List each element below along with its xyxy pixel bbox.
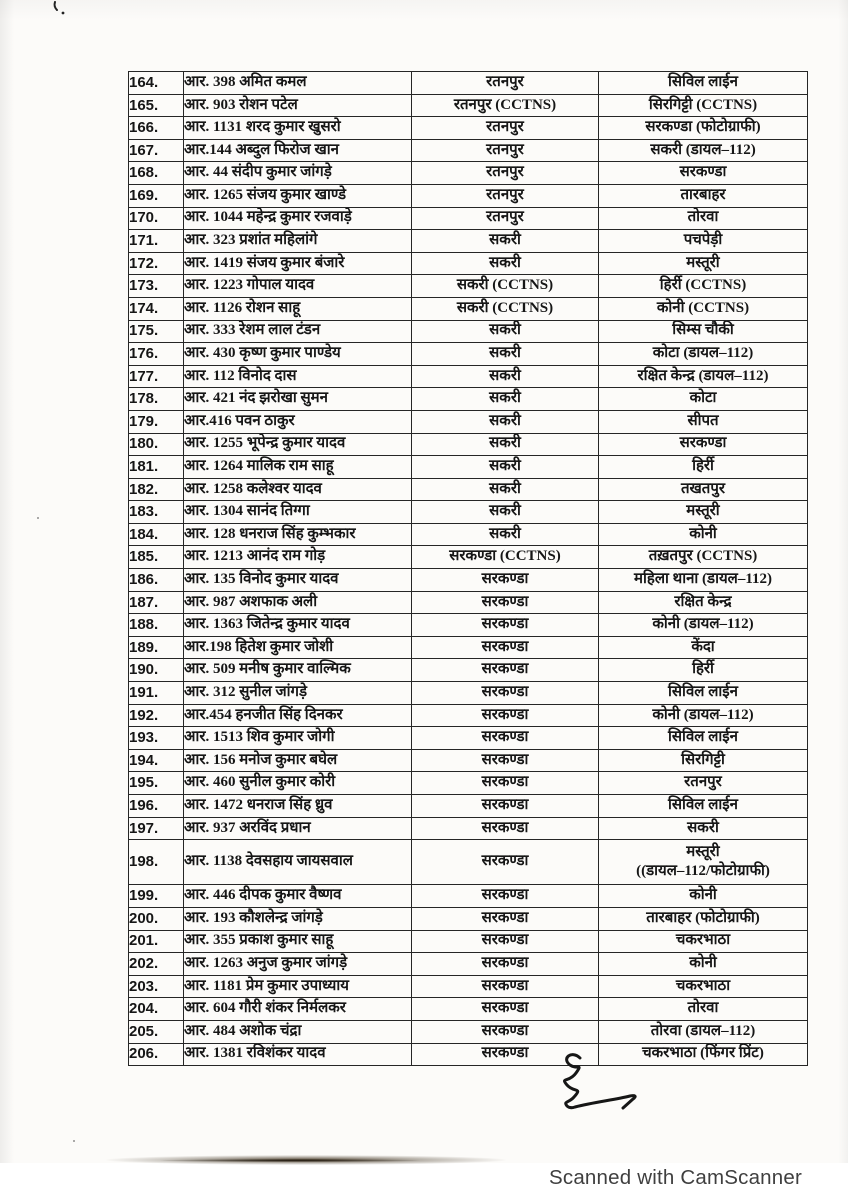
row-posting: रतनपुर bbox=[412, 139, 599, 162]
row-posting: सरकण्डा bbox=[412, 817, 599, 840]
row-serial: 167. bbox=[129, 139, 184, 162]
row-serial: 175. bbox=[129, 320, 184, 343]
row-serial: 190. bbox=[129, 659, 184, 682]
row-name: आर. 112 विनोद दास bbox=[184, 365, 412, 388]
dust-speck bbox=[73, 1140, 75, 1142]
row-name: आर.144 अब्दुल फिरोज खान bbox=[184, 139, 412, 162]
table-row bbox=[129, 569, 808, 592]
row-name: आर. 1255 भूपेन्द्र कुमार यादव bbox=[184, 433, 412, 456]
row-serial: 199. bbox=[129, 885, 184, 908]
row-location: सिविल लाईन bbox=[599, 795, 808, 818]
table-row bbox=[129, 749, 808, 772]
row-posting: सरकण्डा bbox=[412, 930, 599, 953]
row-name: आर. 604 गौरी शंकर निर्मलकर bbox=[184, 998, 412, 1021]
row-name: आर. 484 अशोक चंद्रा bbox=[184, 1020, 412, 1043]
row-serial: 183. bbox=[129, 501, 184, 524]
row-name: आर. 421 नंद झरोखा सुमन bbox=[184, 388, 412, 411]
row-location: तोरवा bbox=[599, 998, 808, 1021]
row-serial: 172. bbox=[129, 252, 184, 275]
table-row bbox=[129, 275, 808, 298]
row-posting: सरकण्डा bbox=[412, 659, 599, 682]
row-name: आर. 1472 धनराज सिंह ध्रुव bbox=[184, 795, 412, 818]
table-row bbox=[129, 230, 808, 253]
row-serial: 192. bbox=[129, 704, 184, 727]
row-serial: 181. bbox=[129, 456, 184, 479]
row-serial: 186. bbox=[129, 569, 184, 592]
row-serial: 173. bbox=[129, 275, 184, 298]
row-posting: सरकण्डा (CCTNS) bbox=[412, 546, 599, 569]
row-name: आर. 156 मनोज कुमार बघेल bbox=[184, 749, 412, 772]
table-row bbox=[129, 953, 808, 976]
row-posting: सकरी bbox=[412, 343, 599, 366]
row-name: आर. 1138 देवसहाय जायसवाल bbox=[184, 840, 412, 885]
row-location: सरकण्डा bbox=[599, 162, 808, 185]
row-location: कोनी bbox=[599, 523, 808, 546]
row-posting: सरकण्डा bbox=[412, 614, 599, 637]
row-location: मस्तूरी ((डायल–112/फोटोग्राफी) bbox=[599, 840, 808, 885]
row-serial: 196. bbox=[129, 795, 184, 818]
table-row bbox=[129, 433, 808, 456]
row-name: आर. 1126 रोशन साहू bbox=[184, 297, 412, 320]
table-row bbox=[129, 772, 808, 795]
row-serial: 170. bbox=[129, 207, 184, 230]
row-location: सिविल लाईन bbox=[599, 72, 808, 95]
row-name: आर. 987 अशफाक अली bbox=[184, 591, 412, 614]
table-row bbox=[129, 388, 808, 411]
row-serial: 195. bbox=[129, 772, 184, 795]
row-serial: 168. bbox=[129, 162, 184, 185]
row-posting: सरकण्डा bbox=[412, 749, 599, 772]
row-name: आर. 430 कृष्ण कुमार पाण्डेय bbox=[184, 343, 412, 366]
row-posting: सरकण्डा bbox=[412, 727, 599, 750]
row-name: आर. 193 कौशलेन्द्र जांगड़े bbox=[184, 907, 412, 930]
table-row bbox=[129, 907, 808, 930]
row-posting: सकरी bbox=[412, 320, 599, 343]
row-location: कोटा (डायल–112) bbox=[599, 343, 808, 366]
row-serial: 176. bbox=[129, 343, 184, 366]
row-location: सीपत bbox=[599, 410, 808, 433]
row-location: तख़तपुर (CCTNS) bbox=[599, 546, 808, 569]
row-serial: 191. bbox=[129, 682, 184, 705]
row-serial: 182. bbox=[129, 478, 184, 501]
table-row bbox=[129, 840, 808, 885]
row-location: तोरवा (डायल–112) bbox=[599, 1020, 808, 1043]
row-location: सिविल लाईन bbox=[599, 727, 808, 750]
row-posting: रतनपुर bbox=[412, 184, 599, 207]
row-posting: सरकण्डा bbox=[412, 907, 599, 930]
row-posting: सकरी bbox=[412, 388, 599, 411]
row-location: केंदा bbox=[599, 636, 808, 659]
row-serial: 179. bbox=[129, 410, 184, 433]
signature-mark bbox=[534, 1052, 652, 1124]
camscanner-watermark: Scanned with CamScanner bbox=[549, 1166, 803, 1189]
row-serial: 187. bbox=[129, 591, 184, 614]
table-row bbox=[129, 1020, 808, 1043]
table-row bbox=[129, 207, 808, 230]
row-name: आर. 323 प्रशांत महिलांगे bbox=[184, 230, 412, 253]
row-name: आर. 44 संदीप कुमार जांगड़े bbox=[184, 162, 412, 185]
row-location: रक्षित केन्द्र (डायल–112) bbox=[599, 365, 808, 388]
table-row bbox=[129, 885, 808, 908]
row-serial: 205. bbox=[129, 1020, 184, 1043]
row-location: कोनी (डायल–112) bbox=[599, 614, 808, 637]
row-posting: सरकण्डा bbox=[412, 682, 599, 705]
personnel-table bbox=[128, 71, 808, 1066]
table-row bbox=[129, 478, 808, 501]
table-row bbox=[129, 795, 808, 818]
row-posting: सरकण्डा bbox=[412, 591, 599, 614]
table-row bbox=[129, 930, 808, 953]
row-name: आर. 312 सुनील जांगड़े bbox=[184, 682, 412, 705]
row-location: कोनी (CCTNS) bbox=[599, 297, 808, 320]
row-serial: 203. bbox=[129, 975, 184, 998]
row-posting: सरकण्डा bbox=[412, 795, 599, 818]
row-location: कोटा bbox=[599, 388, 808, 411]
row-name: आर. 1513 शिव कुमार जोगी bbox=[184, 727, 412, 750]
row-posting: सकरी bbox=[412, 523, 599, 546]
row-location: सिरगिट्टी (CCTNS) bbox=[599, 94, 808, 117]
row-location: हिर्री bbox=[599, 659, 808, 682]
row-location: मस्तूरी bbox=[599, 252, 808, 275]
row-serial: 194. bbox=[129, 749, 184, 772]
row-serial: 174. bbox=[129, 297, 184, 320]
row-location: सरकण्डा bbox=[599, 433, 808, 456]
row-location: सिविल लाईन bbox=[599, 682, 808, 705]
row-location: सिम्स चौकी bbox=[599, 320, 808, 343]
table-row bbox=[129, 659, 808, 682]
row-location: मस्तूरी bbox=[599, 501, 808, 524]
row-posting: सकरी bbox=[412, 478, 599, 501]
row-posting: सकरी bbox=[412, 365, 599, 388]
row-serial: 184. bbox=[129, 523, 184, 546]
row-location: पचपेड़ी bbox=[599, 230, 808, 253]
row-posting: सरकण्डा bbox=[412, 975, 599, 998]
row-location: रक्षित केन्द्र bbox=[599, 591, 808, 614]
row-name: आर. 398 अमित कमल bbox=[184, 72, 412, 95]
row-serial: 202. bbox=[129, 953, 184, 976]
row-serial: 206. bbox=[129, 1043, 184, 1066]
table-row bbox=[129, 162, 808, 185]
row-serial: 198. bbox=[129, 840, 184, 885]
row-serial: 200. bbox=[129, 907, 184, 930]
row-posting: सरकण्डा bbox=[412, 772, 599, 795]
row-posting: रतनपुर bbox=[412, 117, 599, 140]
row-posting: रतनपुर bbox=[412, 162, 599, 185]
row-location: चकरभाठा (फिंगर प्रिंट) bbox=[599, 1043, 808, 1066]
row-posting: सकरी bbox=[412, 410, 599, 433]
table-row bbox=[129, 591, 808, 614]
table-row bbox=[129, 252, 808, 275]
row-location: हिर्री (CCTNS) bbox=[599, 275, 808, 298]
row-posting: रतनपुर (CCTNS) bbox=[412, 94, 599, 117]
row-name: आर. 937 अरविंद प्रधान bbox=[184, 817, 412, 840]
table-row bbox=[129, 94, 808, 117]
row-name: आर. 1363 जितेन्द्र कुमार यादव bbox=[184, 614, 412, 637]
row-location: सकरी bbox=[599, 817, 808, 840]
row-name: आर. 509 मनीष कुमार वाल्मिक bbox=[184, 659, 412, 682]
row-name: आर. 1304 सानंद तिग्गा bbox=[184, 501, 412, 524]
row-name: आर. 355 प्रकाश कुमार साहू bbox=[184, 930, 412, 953]
row-location: तारबाहर bbox=[599, 184, 808, 207]
row-posting: सरकण्डा bbox=[412, 1043, 599, 1066]
table-row bbox=[129, 727, 808, 750]
row-serial: 171. bbox=[129, 230, 184, 253]
row-posting: सकरी bbox=[412, 433, 599, 456]
row-posting: सरकण्डा bbox=[412, 1020, 599, 1043]
table-row bbox=[129, 975, 808, 998]
table-row bbox=[129, 184, 808, 207]
table-row bbox=[129, 501, 808, 524]
dust-speck bbox=[37, 517, 39, 519]
row-name: आर. 1264 मालिक राम साहू bbox=[184, 456, 412, 479]
row-location: कोनी bbox=[599, 953, 808, 976]
row-serial: 169. bbox=[129, 184, 184, 207]
row-name: आर. 1223 गोपाल यादव bbox=[184, 275, 412, 298]
table-row bbox=[129, 410, 808, 433]
row-location: रतनपुर bbox=[599, 772, 808, 795]
row-name: आर. 1381 रविशंकर यादव bbox=[184, 1043, 412, 1066]
table-row bbox=[129, 117, 808, 140]
row-posting: सरकण्डा bbox=[412, 704, 599, 727]
row-name: आर. 460 सुनील कुमार कोरी bbox=[184, 772, 412, 795]
table-row bbox=[129, 614, 808, 637]
row-name: आर. 1213 आनंद राम गोड़ bbox=[184, 546, 412, 569]
table-row bbox=[129, 456, 808, 479]
row-posting: सकरी (CCTNS) bbox=[412, 297, 599, 320]
row-name: आर. 128 धनराज सिंह कुम्भकार bbox=[184, 523, 412, 546]
table-row bbox=[129, 682, 808, 705]
row-location: हिर्री bbox=[599, 456, 808, 479]
row-posting: सकरी bbox=[412, 501, 599, 524]
row-serial: 185. bbox=[129, 546, 184, 569]
row-location: चकरभाठा bbox=[599, 975, 808, 998]
row-location: तोरवा bbox=[599, 207, 808, 230]
row-name: आर. 135 विनोद कुमार यादव bbox=[184, 569, 412, 592]
table-row bbox=[129, 320, 808, 343]
row-posting: सरकण्डा bbox=[412, 885, 599, 908]
row-location: चकरभाठा bbox=[599, 930, 808, 953]
table-row bbox=[129, 636, 808, 659]
table-row bbox=[129, 704, 808, 727]
table-row bbox=[129, 297, 808, 320]
row-location: कोनी bbox=[599, 885, 808, 908]
row-location: तारबाहर (फोटोग्राफी) bbox=[599, 907, 808, 930]
row-posting: सरकण्डा bbox=[412, 569, 599, 592]
row-posting: सकरी (CCTNS) bbox=[412, 275, 599, 298]
table-row bbox=[129, 546, 808, 569]
row-serial: 189. bbox=[129, 636, 184, 659]
row-posting: सरकण्डा bbox=[412, 636, 599, 659]
table-row bbox=[129, 365, 808, 388]
table-row bbox=[129, 72, 808, 95]
table-row bbox=[129, 523, 808, 546]
row-serial: 178. bbox=[129, 388, 184, 411]
paper-edge-shadow-core bbox=[160, 1159, 420, 1162]
row-posting: सकरी bbox=[412, 230, 599, 253]
row-serial: 180. bbox=[129, 433, 184, 456]
row-posting: सरकण्डा bbox=[412, 953, 599, 976]
row-posting: सरकण्डा bbox=[412, 840, 599, 885]
row-name: आर. 1263 अनुज कुमार जांगड़े bbox=[184, 953, 412, 976]
row-location: महिला थाना (डायल–112) bbox=[599, 569, 808, 592]
row-serial: 188. bbox=[129, 614, 184, 637]
row-name: आर. 333 रेशम लाल टंडन bbox=[184, 320, 412, 343]
row-serial: 166. bbox=[129, 117, 184, 140]
table-row bbox=[129, 343, 808, 366]
row-serial: 201. bbox=[129, 930, 184, 953]
table-row bbox=[129, 1043, 808, 1066]
row-posting: सकरी bbox=[412, 252, 599, 275]
roster-table-body bbox=[129, 72, 808, 1066]
row-name: आर.198 हितेश कुमार जोशी bbox=[184, 636, 412, 659]
table-row bbox=[129, 998, 808, 1021]
row-location: सकरी (डायल–112) bbox=[599, 139, 808, 162]
row-location: सरकण्डा (फोटोग्राफी) bbox=[599, 117, 808, 140]
row-location: तखतपुर bbox=[599, 478, 808, 501]
row-serial: 164. bbox=[129, 72, 184, 95]
row-name: आर. 1258 कलेश्वर यादव bbox=[184, 478, 412, 501]
table-row bbox=[129, 817, 808, 840]
row-name: आर.416 पवन ठाकुर bbox=[184, 410, 412, 433]
row-name: आर. 1131 शरद कुमार खुसरो bbox=[184, 117, 412, 140]
ink-mark-icon bbox=[46, 0, 76, 22]
row-posting: सकरी bbox=[412, 456, 599, 479]
row-name: आर. 1265 संजय कुमार खाण्डे bbox=[184, 184, 412, 207]
row-serial: 204. bbox=[129, 998, 184, 1021]
row-location: सिरगिट्टी bbox=[599, 749, 808, 772]
row-serial: 197. bbox=[129, 817, 184, 840]
row-serial: 177. bbox=[129, 365, 184, 388]
row-name: आर. 1419 संजय कुमार बंजारे bbox=[184, 252, 412, 275]
row-posting: रतनपुर bbox=[412, 207, 599, 230]
row-name: आर. 903 रोशन पटेल bbox=[184, 94, 412, 117]
row-posting: रतनपुर bbox=[412, 72, 599, 95]
row-serial: 165. bbox=[129, 94, 184, 117]
table-row bbox=[129, 139, 808, 162]
row-posting: सरकण्डा bbox=[412, 998, 599, 1021]
row-location: कोनी (डायल–112) bbox=[599, 704, 808, 727]
row-serial: 193. bbox=[129, 727, 184, 750]
row-name: आर.454 हनजीत सिंह दिनकर bbox=[184, 704, 412, 727]
row-name: आर. 446 दीपक कुमार वैष्णव bbox=[184, 885, 412, 908]
row-name: आर. 1044 महेन्द्र कुमार रजवाड़े bbox=[184, 207, 412, 230]
row-name: आर. 1181 प्रेम कुमार उपाध्याय bbox=[184, 975, 412, 998]
